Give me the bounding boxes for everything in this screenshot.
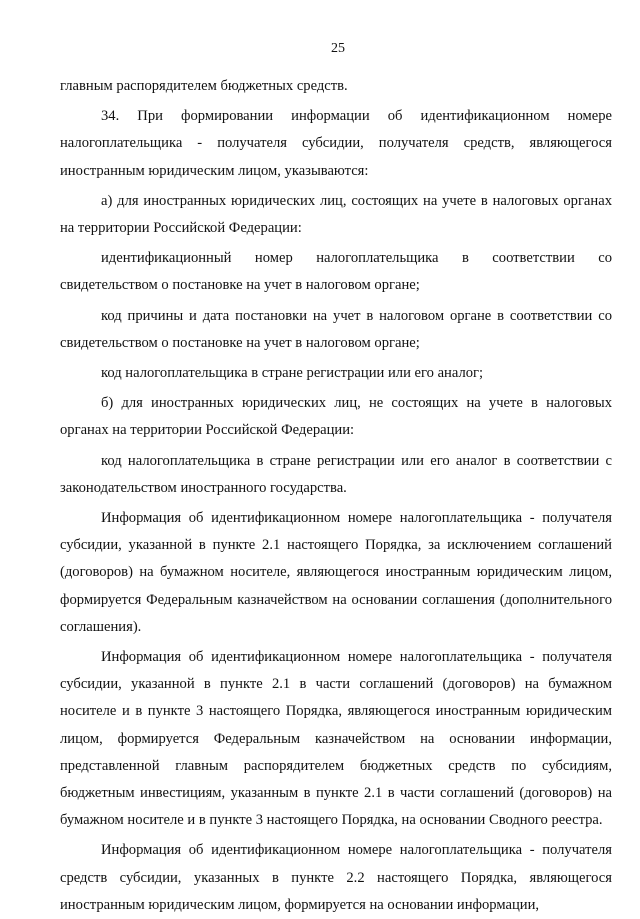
paragraph-info-2-2: Информация об идентификационном номере налогоплательщика - получателя средств субсидии, указанных в пункте 2.2 настоящего Порядка, являющегося иностранным юридическим лицом, формируется на основании информации, <box>60 842 612 913</box>
paragraph-taxpayer-code: код налогоплательщика в стране регистрации или его аналог; <box>101 365 484 382</box>
page-number: 25 <box>331 41 345 56</box>
paragraph-clause-34: 34. При формировании информации об идентификационном номере налогоплательщика - получателя субсидии, получателя средств, являющегося иностранным юридическим лицом, указываются: <box>60 108 612 179</box>
paragraph-continuation: главным распорядителем бюджетных средств. <box>60 78 348 94</box>
paragraph-foreign-code: код налогоплательщика в стране регистрации или его аналог в соответствии с законодательством иностранного государства. <box>60 452 612 496</box>
paragraph-info-2-1-paper: Информация об идентификационном номере налогоплательщика - получателя субсидии, указанной в пункте 2.1 в части соглашений (договоров) на бумажном носителе и в пункте 3 настоящего Порядка, являющегося иностранным юридическим лицом, формируется Федеральным казначейством на основании информации, представленной главным распорядителем бюджетных средств по субсидиям, бюджетным инвестициям, указанным в пункте 2.1 в части соглашений (договоров) на бумажном носителе и в пункте 3 настоящего Порядка, на основании Сводного реестра. <box>60 649 612 829</box>
paragraph-subclause-b: б) для иностранных юридических лиц, не состоящих на учете в налоговых органах на территории Российской Федерации: <box>60 395 612 439</box>
paragraph-subclause-a: а) для иностранных юридических лиц, состоящих на учете в налоговых органах на территории Российской Федерации: <box>60 192 612 237</box>
paragraph-kpp: код причины и дата постановки на учет в налоговом органе в соответствии со свидетельством о постановке на учет в налоговом органе; <box>60 307 612 351</box>
paragraph-inn: идентификационный номер налогоплательщика в соответствии со свидетельством о постановке на учет в налоговом органе; <box>60 250 612 294</box>
paragraph-info-2-1: Информация об идентификационном номере налогоплательщика - получателя субсидии, указанной в пункте 2.1 настоящего Порядка, за исключением соглашений (договоров) на бумажном носителе, являющегося иностранным юридическим лицом, формируется Федеральным казначейством на основании соглашения (дополнительного соглашения). <box>60 510 612 635</box>
